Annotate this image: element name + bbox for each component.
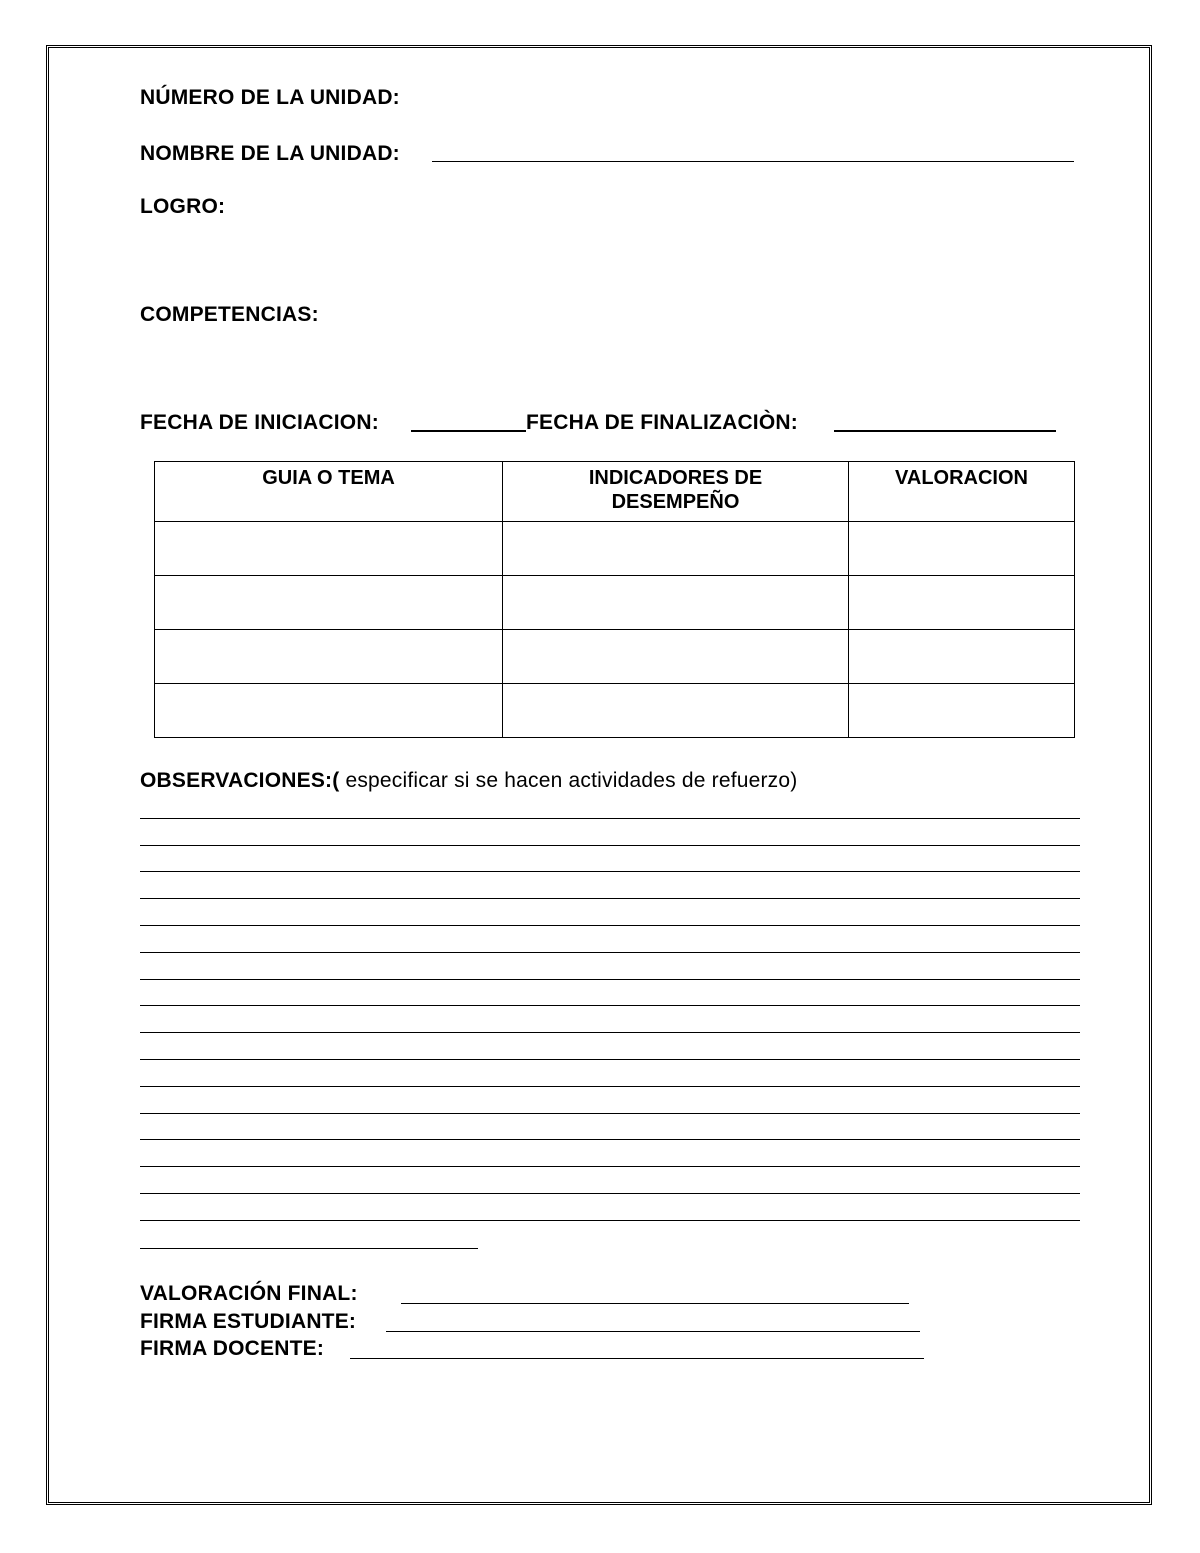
observation-line[interactable] bbox=[140, 1248, 478, 1249]
table-cell[interactable] bbox=[849, 522, 1075, 576]
unit-plan-table bbox=[154, 461, 1075, 738]
start-date-field[interactable] bbox=[411, 430, 526, 432]
table-cell[interactable] bbox=[849, 576, 1075, 630]
observations-label: OBSERVACIONES:( bbox=[140, 769, 340, 792]
observation-line[interactable] bbox=[140, 845, 1080, 846]
observation-line[interactable] bbox=[140, 1059, 1080, 1060]
table-cell[interactable] bbox=[155, 630, 503, 684]
table-row bbox=[155, 684, 1075, 738]
table-row bbox=[155, 522, 1075, 576]
final-grade-label: VALORACIÓN FINAL: bbox=[140, 1282, 358, 1305]
table-cell[interactable] bbox=[155, 576, 503, 630]
observation-line[interactable] bbox=[140, 1032, 1080, 1033]
observation-line[interactable] bbox=[140, 898, 1080, 899]
end-date-label: FECHA DE FINALIZACIÒN: bbox=[526, 411, 798, 434]
observation-line[interactable] bbox=[140, 979, 1080, 980]
table-cell[interactable] bbox=[503, 630, 849, 684]
student-signature-field[interactable] bbox=[386, 1331, 920, 1332]
observation-line[interactable] bbox=[140, 925, 1080, 926]
observation-line[interactable] bbox=[140, 1005, 1080, 1006]
observations-note: especificar si se hacen actividades de refuerzo) bbox=[339, 769, 798, 792]
column-header-guide: GUIA O TEMA bbox=[155, 462, 503, 522]
unit-name-label: NOMBRE DE LA UNIDAD: bbox=[140, 142, 400, 165]
unit-name-field[interactable] bbox=[432, 161, 1074, 162]
table-cell[interactable] bbox=[503, 522, 849, 576]
observation-line[interactable] bbox=[140, 1166, 1080, 1167]
observation-line[interactable] bbox=[140, 1139, 1080, 1140]
observations-heading bbox=[140, 769, 797, 793]
observation-line[interactable] bbox=[140, 871, 1080, 872]
achievement-label: LOGRO: bbox=[140, 195, 226, 218]
teacher-signature-label: FIRMA DOCENTE: bbox=[140, 1337, 325, 1360]
observation-line[interactable] bbox=[140, 952, 1080, 953]
table-cell[interactable] bbox=[155, 684, 503, 738]
student-signature-label: FIRMA ESTUDIANTE: bbox=[140, 1310, 357, 1333]
column-header-grade: VALORACION bbox=[849, 462, 1075, 522]
table-cell[interactable] bbox=[849, 684, 1075, 738]
observation-line[interactable] bbox=[140, 1193, 1080, 1194]
observation-line[interactable] bbox=[140, 1220, 1080, 1221]
table-row bbox=[155, 576, 1075, 630]
table-cell[interactable] bbox=[503, 576, 849, 630]
competencies-label: COMPETENCIAS: bbox=[140, 303, 319, 326]
teacher-signature-field[interactable] bbox=[350, 1358, 924, 1359]
column-header-indicators: INDICADORES DE DESEMPEÑO bbox=[503, 462, 849, 522]
start-date-label: FECHA DE INICIACION: bbox=[140, 411, 379, 434]
final-grade-field[interactable] bbox=[401, 1303, 909, 1304]
observation-line[interactable] bbox=[140, 818, 1080, 819]
observation-line[interactable] bbox=[140, 1086, 1080, 1087]
table-header-row bbox=[155, 462, 1075, 522]
end-date-field[interactable] bbox=[834, 430, 1056, 432]
observation-line[interactable] bbox=[140, 1113, 1080, 1114]
table-cell[interactable] bbox=[155, 522, 503, 576]
unit-number-label: NÚMERO DE LA UNIDAD: bbox=[140, 86, 400, 109]
table-cell[interactable] bbox=[503, 684, 849, 738]
table-row bbox=[155, 630, 1075, 684]
table-cell[interactable] bbox=[849, 630, 1075, 684]
